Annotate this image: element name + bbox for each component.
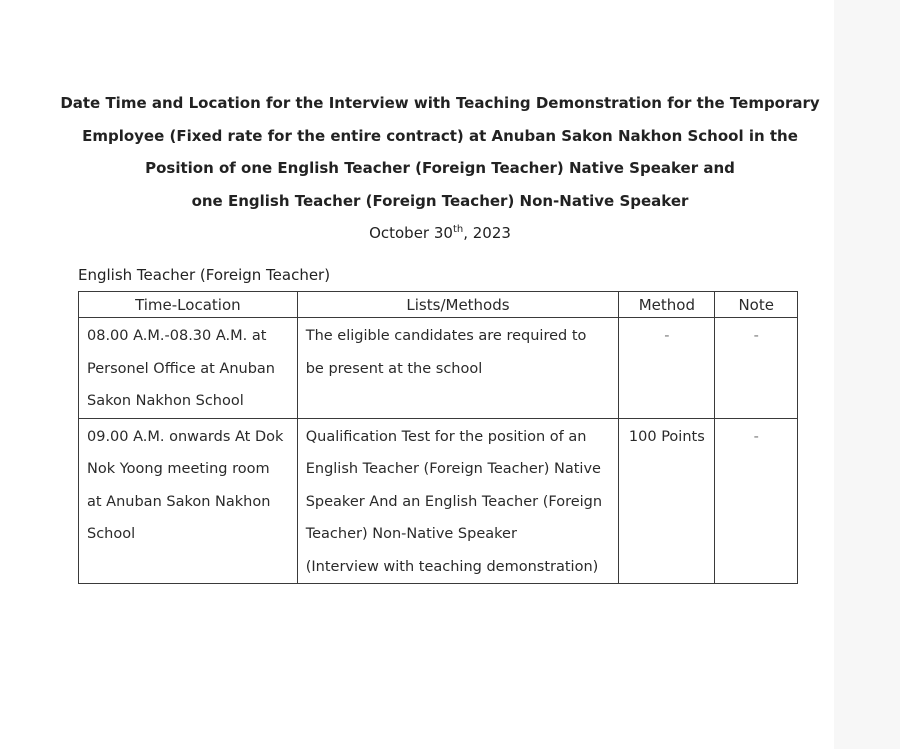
cell-line: The eligible candidates are required to xyxy=(305,328,587,344)
section-heading: English Teacher (Foreign Teacher) xyxy=(78,266,331,284)
cell-line: 09.00 A.M. onwards At Dok xyxy=(87,428,284,445)
cell-line: (Interview with teaching demonstration) xyxy=(305,558,599,575)
date-prefix: October 30 xyxy=(369,224,453,242)
document-title xyxy=(40,87,840,250)
header-note: Note xyxy=(715,292,798,318)
table-row xyxy=(79,318,798,419)
cell-line: 08.00 A.M.-08.30 A.M. at xyxy=(87,328,267,344)
title-line-2: Employee (Fixed rate for the entire contract) at Anuban Sakon Nakhon School in the xyxy=(82,126,798,145)
header-time-location: Time-Location xyxy=(79,292,298,318)
cell-line: Personel Office at Anuban xyxy=(87,360,275,377)
header-method: Method xyxy=(619,292,715,318)
cell-lists-methods xyxy=(297,418,619,584)
cell-line: School xyxy=(87,526,136,542)
date-ordinal-suffix: th xyxy=(452,224,464,235)
cell-lists-methods xyxy=(297,318,619,419)
cell-note: - xyxy=(715,418,798,584)
title-line-3: Position of one English Teacher (Foreign Teacher) Native Speaker and xyxy=(145,159,735,177)
date-year: , 2023 xyxy=(463,224,511,242)
cell-line: English Teacher (Foreign Teacher) Native xyxy=(305,461,601,477)
cell-line: Nok Yoong meeting room xyxy=(87,461,270,477)
cell-line: be present at the school xyxy=(305,360,483,377)
document-date xyxy=(40,217,840,250)
table-header-row xyxy=(79,292,798,318)
cell-time-location xyxy=(79,318,298,419)
cell-line: Speaker And an English Teacher (Foreign xyxy=(305,493,603,510)
title-line-1: Date Time and Location for the Interview with Teaching Demonstration for the Temporary xyxy=(60,94,820,112)
schedule-table xyxy=(78,291,798,584)
cell-line: at Anuban Sakon Nakhon xyxy=(87,493,271,510)
cell-note: - xyxy=(715,318,798,419)
table-row xyxy=(79,418,798,584)
cell-line: Qualification Test for the position of an xyxy=(305,428,587,445)
page-margin-shadow xyxy=(834,0,900,749)
cell-line: Teacher) Non-Native Speaker xyxy=(305,526,517,542)
cell-method: 100 Points xyxy=(619,418,715,584)
cell-line: Sakon Nakhon School xyxy=(87,393,244,409)
cell-method: - xyxy=(619,318,715,419)
title-line-4: one English Teacher (Foreign Teacher) Non-Native Speaker xyxy=(191,191,689,210)
header-lists-methods: Lists/Methods xyxy=(297,292,619,318)
cell-time-location xyxy=(79,418,298,584)
